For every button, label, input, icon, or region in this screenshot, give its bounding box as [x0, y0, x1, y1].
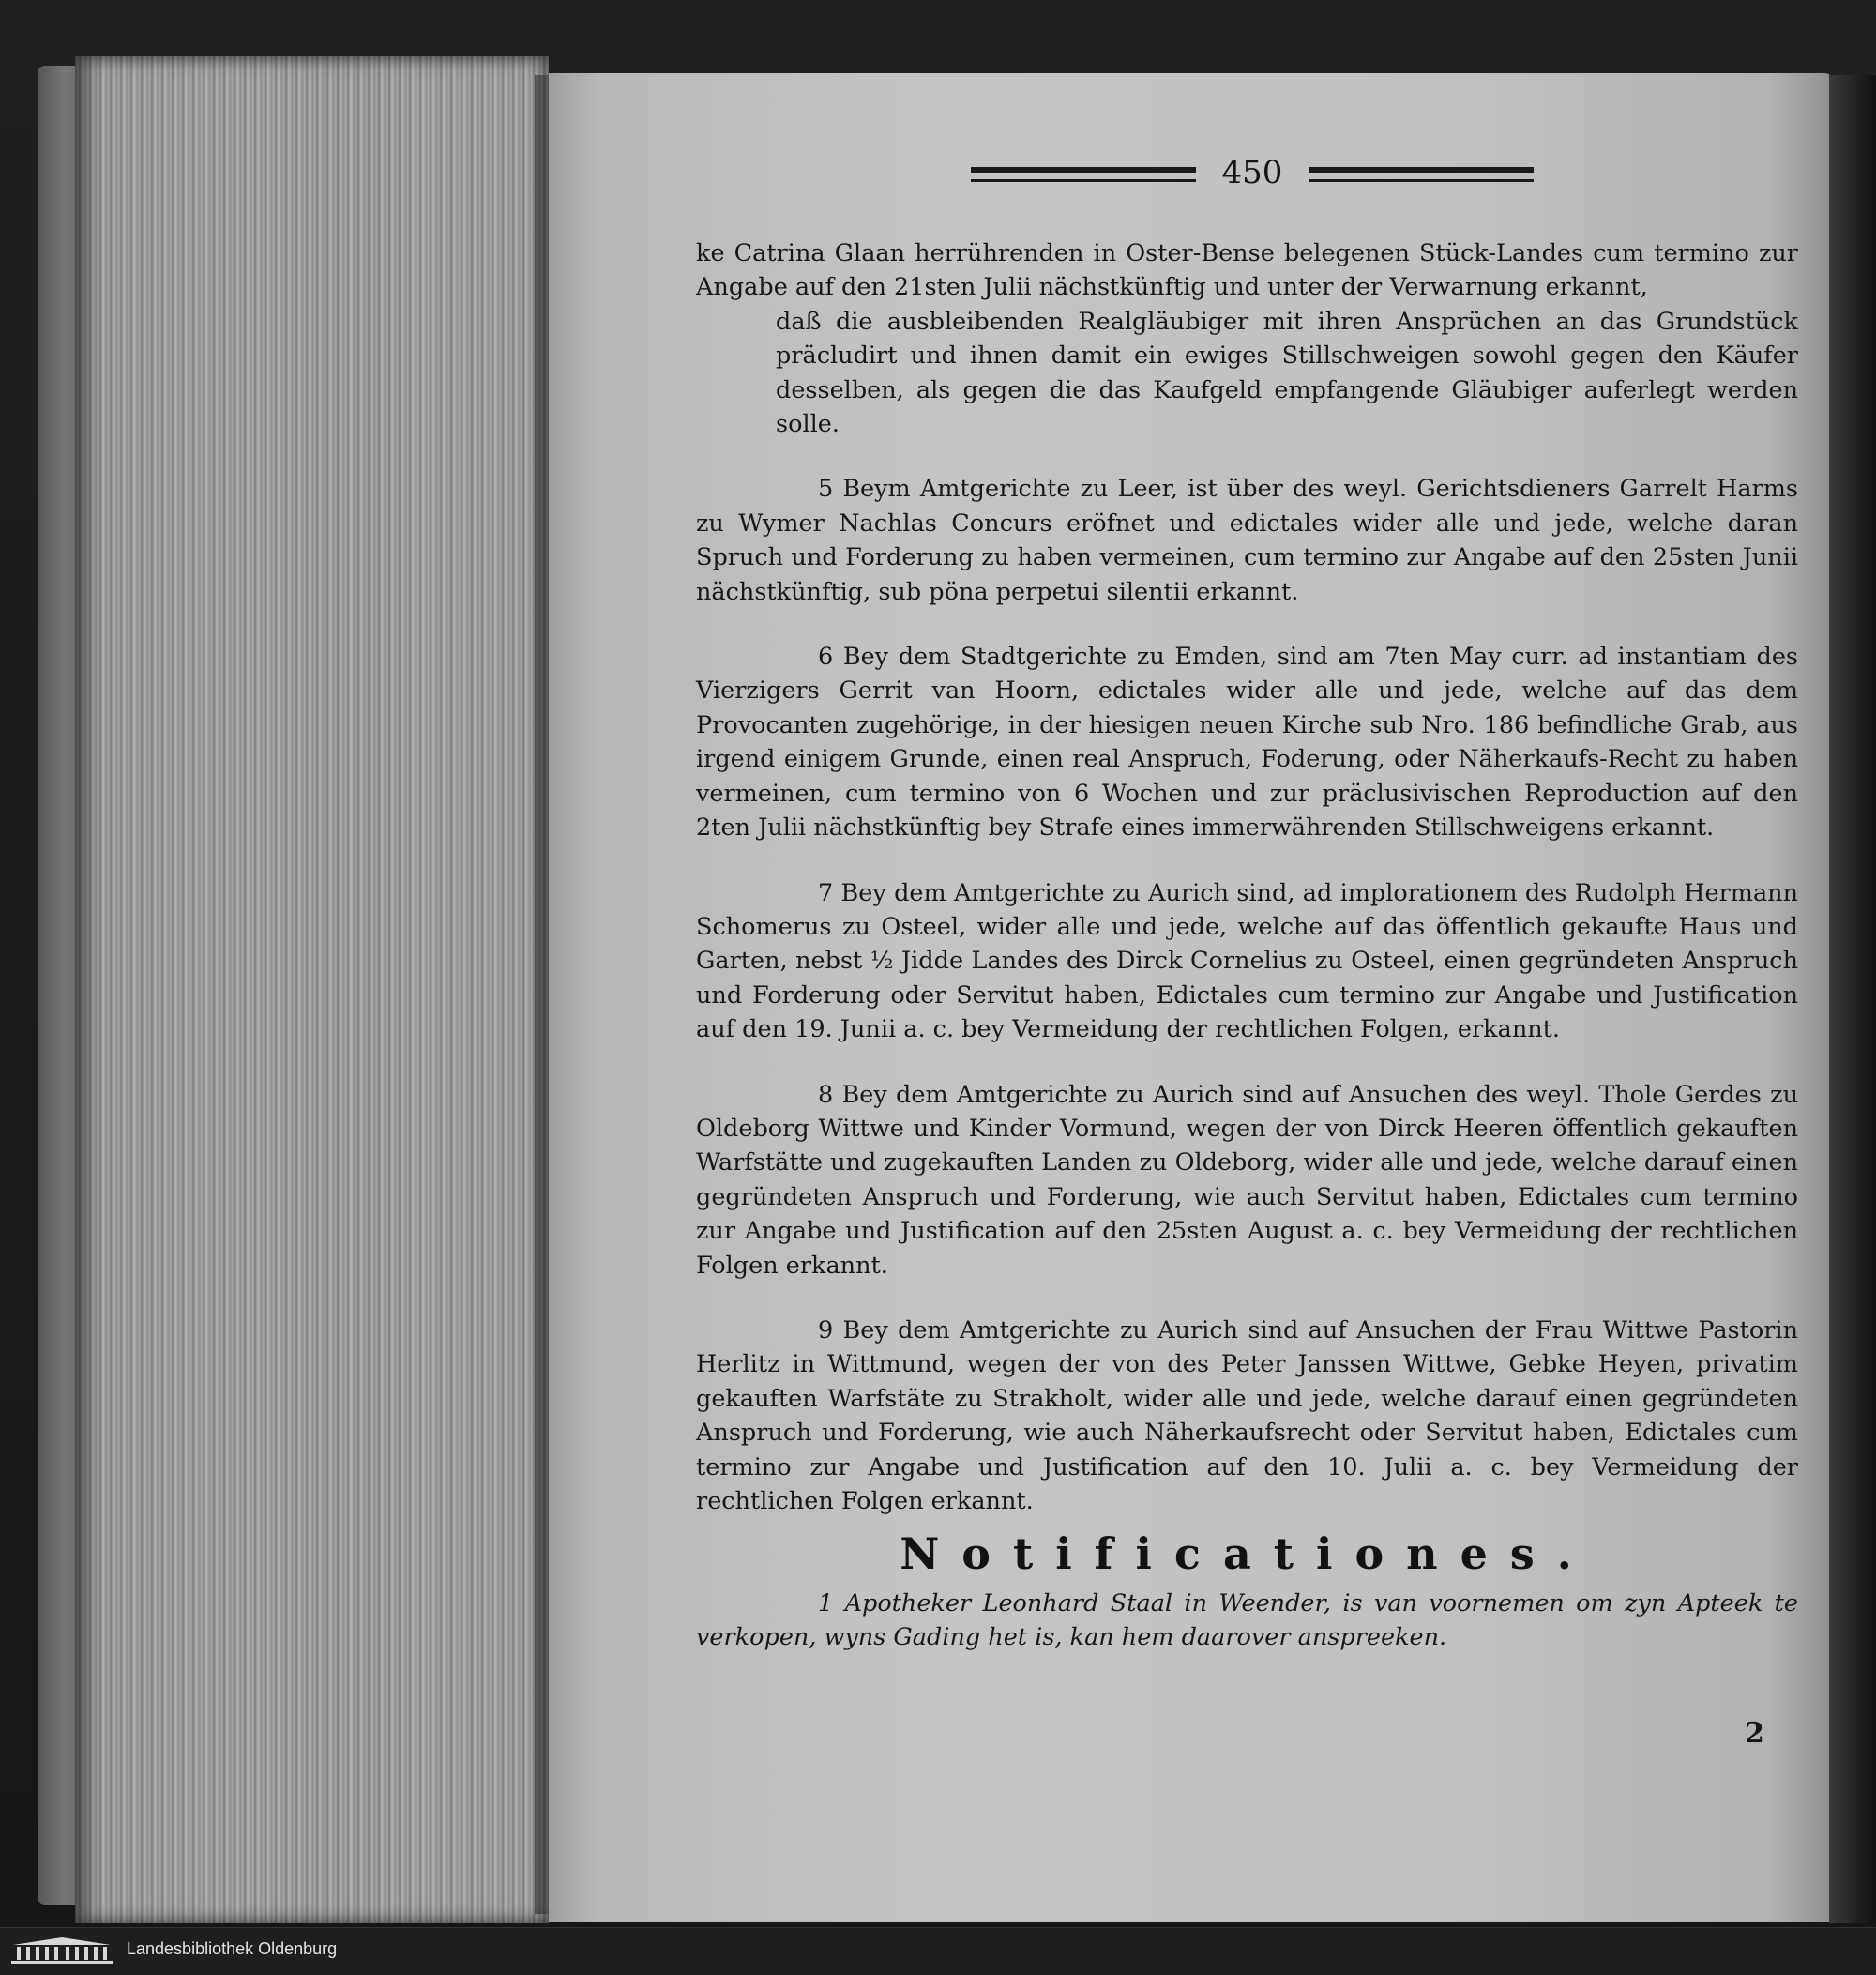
right-page-edge — [1829, 75, 1876, 1923]
header-rule-right — [1309, 167, 1534, 182]
paragraph-6: 6 Bey dem Stadtgerichte zu Emden, sind am 7ten May curr. ad instantiam des Vierzigers Gerrit van Hoorn, edictales wider alle und jede, welche auf das dem Provocanten zugehörige, in der hiesigen neuen Kirche sub Nro. 186 befindliche Grab, aus irgend einigem Grunde, einen real Anspruch, Foderung, oder Näherkaufs-Recht zu haben vermeinen, cum termino von 6 Wochen und zur präclusivischen Reproduction auf den 2ten Julii nächstkünftig bey Strafe eines immerwährenden Stillschweigens erkannt. — [696, 643, 1798, 843]
catchword: 2 — [1745, 1717, 1764, 1750]
paragraph-8: 8 Bey dem Amtgerichte zu Aurich sind auf Ansuchen des weyl. Thole Gerdes zu Oldeborg Wittwe und Kinder Vormund, wegen der von Dirck Heeren öffentlich gekauften Warfstätte und zugekauften Landen zu Oldeborg, wider alle und jede, welche darauf einen gegründeten Anspruch und Forderung, wie auch Servitut haben, Edictales cum termino zur Angabe und Justification auf den 25sten August a. c. bey Vermeidung der rechtlichen Folgen erkannt. — [696, 1080, 1798, 1280]
page-text-block — [696, 236, 1798, 1655]
page-fore-edge — [75, 56, 549, 1923]
notifications-heading: Notificationes. — [900, 1528, 1595, 1580]
paragraph-7: 7 Bey dem Amtgerichte zu Aurich sind, ad implorationem des Rudolph Hermann Schomerus zu Osteel, wider alle und jede, welche auf das öffentlich gekaufte Haus und Garten, nebst ½ Jidde Landes des Dirck Cornelius zu Osteel, einen gegründeten Anspruch und Forderung oder Servitut haben, Edictales cum termino zur Angabe und Justification auf den 19. Junii a. c. bey Vermeidung der rechtlichen Folgen, erkannt. — [696, 878, 1798, 1044]
paragraph-5: 5 Beym Amtgerichte zu Leer, ist über des weyl. Gerichtsdieners Garrelt Harms zu Wymer Nachlas Concurs eröfnet und edictales wider alle und jede, welche daran Spruch und Forderung zu haben vermeinen, cum termino zur Angabe auf den 25sten Junii nächstkünftig, sub pöna perpetui silentii erkannt. — [696, 475, 1798, 606]
notification-item-1: 1 Apotheker Leonhard Staal in Weender, is van voornemen om zyn Apteek te verkopen, wyns Gading het is, kan hem daarover anspreeken. — [696, 1588, 1798, 1652]
page-header — [971, 154, 1534, 195]
paragraph-continued: ke Catrina Glaan herrührenden in Oster-Bense belegenen Stück-Landes cum termino zur Angabe auf den 21sten Julii nächstkünftig und unter der Verwarnung erkannt, — [696, 239, 1798, 302]
footer-bar — [0, 1927, 1876, 1975]
page-number: 450 — [1221, 154, 1283, 191]
header-rule-left — [971, 167, 1196, 182]
paragraph-continued-hanging: daß die ausbleibenden Realgläubiger mit ihren Ansprüchen an das Grundstück präcludirt und ihnen damit ein ewiges Stillschweigen sowohl gegen den Käufer desselben, als gegen die das Kaufgeld empfangende Gläubiger auferlegt werden solle. — [776, 307, 1798, 439]
library-building-icon — [9, 1936, 114, 1966]
paragraph-9: 9 Bey dem Amtgerichte zu Aurich sind auf Ansuchen der Frau Wittwe Pastorin Herlitz in Wittmund, wegen der von des Peter Janssen Wittwe, Gebke Heyen, privatim gekauften Warfstäte zu Strakholt, wider alle und jede, welche darauf einen gegründeten Anspruch und Forderung, wie auch Näherkaufsrecht oder Servitut haben, Edictales cum termino zur Angabe und Justification auf den 10. Julii a. c. bey Vermeidung der rechtlichen Folgen erkannt. — [696, 1315, 1798, 1515]
footer-library-name: Landesbibliothek Oldenburg — [127, 1939, 338, 1958]
